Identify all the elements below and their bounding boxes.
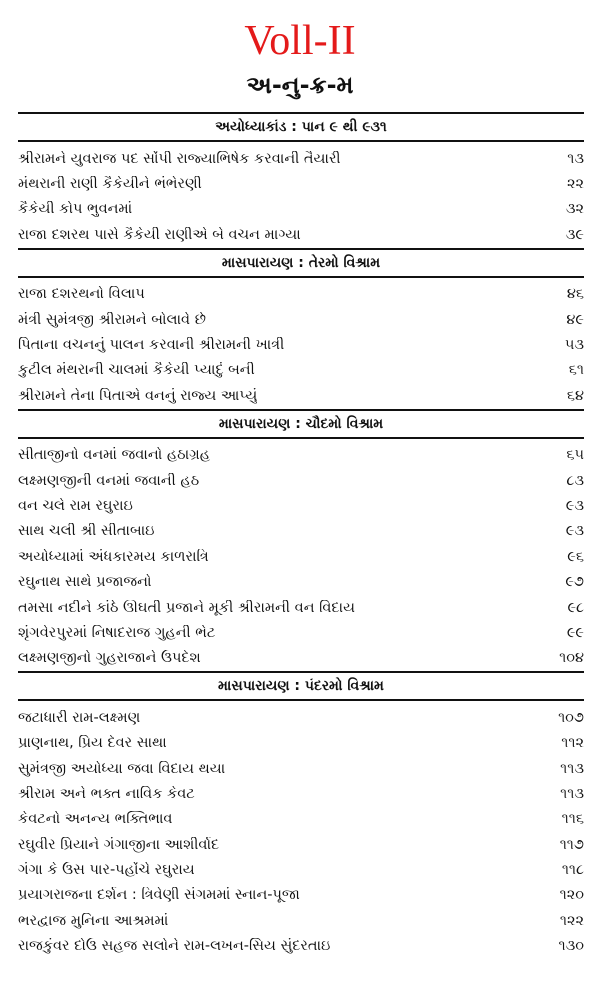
toc-entry — [18, 519, 584, 544]
section-heading: માસપારાયણ : પંદરમો વિશ્રામ — [218, 678, 384, 695]
entry-page-number: ૬૫ — [566, 447, 584, 464]
entry-title: શૃંગવેરપુરમાં નિષાદરાજ ગુહની ભેટ — [18, 624, 216, 641]
entry-title: રાજકુંવર દોઉ સહજ સલોને રામ-લખન-સિય સુંદરતાઇ — [18, 938, 331, 955]
toc-entry — [18, 934, 584, 959]
toc-entry — [18, 807, 584, 832]
entry-title: કૈકેયી કોપ ભુવનમાં — [18, 201, 133, 218]
entry-page-number: ૮૩ — [566, 472, 584, 489]
toc-entry — [18, 908, 584, 933]
section-heading: અયોધ્યાકાંડ : પાન ૯ થી ૯૩૧ — [215, 119, 387, 135]
toc-entry — [18, 730, 584, 755]
entry-page-number: ૧૧૩ — [560, 760, 584, 777]
entry-title: વન ચલે રામ રઘુરાઇ — [18, 497, 133, 514]
entry-page-number: ૧૦૪ — [559, 650, 584, 667]
entry-page-number: ૯૯ — [566, 624, 584, 641]
entry-title: લક્ષ્મણજીનો ગુહરાજાને ઉપદેશ — [18, 650, 201, 667]
toc-entry — [18, 443, 584, 468]
toc-entry — [18, 544, 584, 569]
toc-entry — [18, 857, 584, 882]
entry-page-number: ૧૧૩ — [560, 785, 584, 802]
toc-entry — [18, 832, 584, 857]
entry-page-number: ૧૨૨ — [559, 912, 584, 929]
entry-title: રઘુનાથ સાથે પ્રજાજનો — [18, 574, 152, 591]
entry-title: શ્રીરામ અને ભક્ત નાવિક કેવટ — [18, 785, 195, 802]
entry-page-number: ૧૨૦ — [559, 887, 584, 904]
entry-title: સાથ ચલી શ્રી સીતાબાઇ — [18, 523, 155, 540]
entry-page-number: ૬૧ — [568, 362, 584, 379]
toc-entry — [18, 146, 584, 171]
entry-title: ગંગા કે ઉસ પાર-પહોંચે રઘુરાય — [18, 862, 195, 879]
entry-page-number: ૧૧૮ — [561, 862, 584, 879]
entry-title: સુમંત્રજી અયોધ્યા જવા વિદાય થયા — [18, 760, 226, 777]
entry-page-number: ૪૬ — [566, 286, 584, 303]
entry-page-number: ૧૧૭ — [559, 836, 584, 853]
entry-title: રાજા દશરથનો વિલાપ — [18, 286, 145, 303]
entry-title: તમસા નદીને કાંઠે ઊંઘતી પ્રજાને મૂકી શ્રીરામની વન વિદાય — [18, 599, 355, 616]
toc-entry — [18, 883, 584, 908]
toc-entry — [18, 569, 584, 594]
index-heading: અ-નુ-ક્ર-મ — [246, 71, 354, 99]
section-heading: માસપારાયણ : તેરમો વિશ્રામ — [221, 254, 381, 271]
entry-title: ભરદ્વાજ મુનિના આશ્રમમાં — [18, 912, 169, 929]
entry-page-number: ૧૦૭ — [558, 709, 584, 726]
entry-page-number: ૩૯ — [565, 226, 584, 243]
entry-page-number: ૧૩૦ — [558, 938, 584, 955]
entry-page-number: ૨૨ — [566, 176, 584, 193]
volume-title: Voll-II — [244, 18, 356, 64]
toc-entry — [18, 171, 584, 196]
section-heading: માસપારાયણ : ચૌદમો વિશ્રામ — [218, 415, 384, 432]
entry-title: પ્રાણનાથ, પ્રિય દેવર સાથા — [18, 735, 167, 752]
entry-page-number: ૯૩ — [565, 497, 584, 514]
entry-page-number: ૯૩ — [565, 523, 584, 540]
entry-title: રાજા દશરથ પાસે કૈકેયી રાણીએ બે વચન માગ્યા — [18, 226, 301, 243]
entry-title: પિતાના વચનનું પાલન કરવાની શ્રીરામની ખાત્રી — [18, 337, 285, 354]
toc-entry — [18, 358, 584, 383]
toc-entry — [18, 705, 584, 730]
entry-title: સીતાજીનો વનમાં જવાનો હઠાગ્રહ — [18, 447, 211, 464]
toc-entry — [18, 781, 584, 806]
toc-entry — [18, 282, 584, 307]
entry-title: પ્રયાગરાજના દર્શન : ત્રિવેણી સંગમમાં સ્નાન-પૂજા — [18, 887, 300, 904]
entry-title: લક્ષ્મણજીની વનમાં જવાની હઠ — [18, 472, 200, 489]
entry-title: મંથરાની રાણી કૈકેયીને ભંભેરણી — [18, 176, 202, 193]
entry-title: કુટીલ મંથરાની ચાલમાં કૈકેયી પ્યાદું બની — [18, 362, 255, 379]
entry-page-number: ૫૩ — [564, 337, 584, 354]
toc-entry — [18, 383, 584, 408]
toc-entry — [18, 332, 584, 357]
entry-title: અયોધ્યામાં અંધકારમય કાળરાત્રિ — [18, 548, 209, 565]
entry-page-number: ૧૩ — [567, 150, 584, 167]
entry-title: શ્રીરામને તેના પિતાએ વનનું રાજ્ય આપ્યું — [18, 387, 258, 404]
toc-entry — [18, 222, 584, 247]
entry-title: મંત્રી સુમંત્રજી શ્રીરામને બોલાવે છે — [18, 311, 206, 328]
entry-title: જટાધારી રામ-લક્ષ્મણ — [18, 709, 141, 726]
toc-entry — [18, 756, 584, 781]
table-of-contents — [18, 112, 584, 959]
entry-page-number: ૩૨ — [565, 201, 584, 218]
entry-page-number: ૯૬ — [567, 548, 584, 565]
toc-entry — [18, 595, 584, 620]
entry-page-number: ૪૯ — [566, 311, 584, 328]
entry-page-number: ૧૧૨ — [561, 735, 584, 752]
entry-title: રઘુવીર પ્રિયાને ગંગાજીના આશીર્વાદ — [18, 836, 220, 853]
toc-entry — [18, 197, 584, 222]
entry-title: કેવટનો અનન્ય ભક્તિભાવ — [18, 811, 173, 828]
toc-entry — [18, 307, 584, 332]
entry-title: શ્રીરામને યુવરાજ પદ સોંપી રાજ્યાભિષેક કરવાની તૈયારી — [18, 150, 341, 167]
toc-entry — [18, 620, 584, 645]
entry-page-number: ૯૭ — [565, 574, 584, 591]
entry-page-number: ૬૪ — [566, 387, 584, 404]
toc-entry — [18, 493, 584, 518]
toc-entry — [18, 646, 584, 671]
entry-page-number: ૧૧૬ — [561, 811, 584, 828]
entry-page-number: ૯૮ — [567, 599, 584, 616]
toc-entry — [18, 468, 584, 493]
